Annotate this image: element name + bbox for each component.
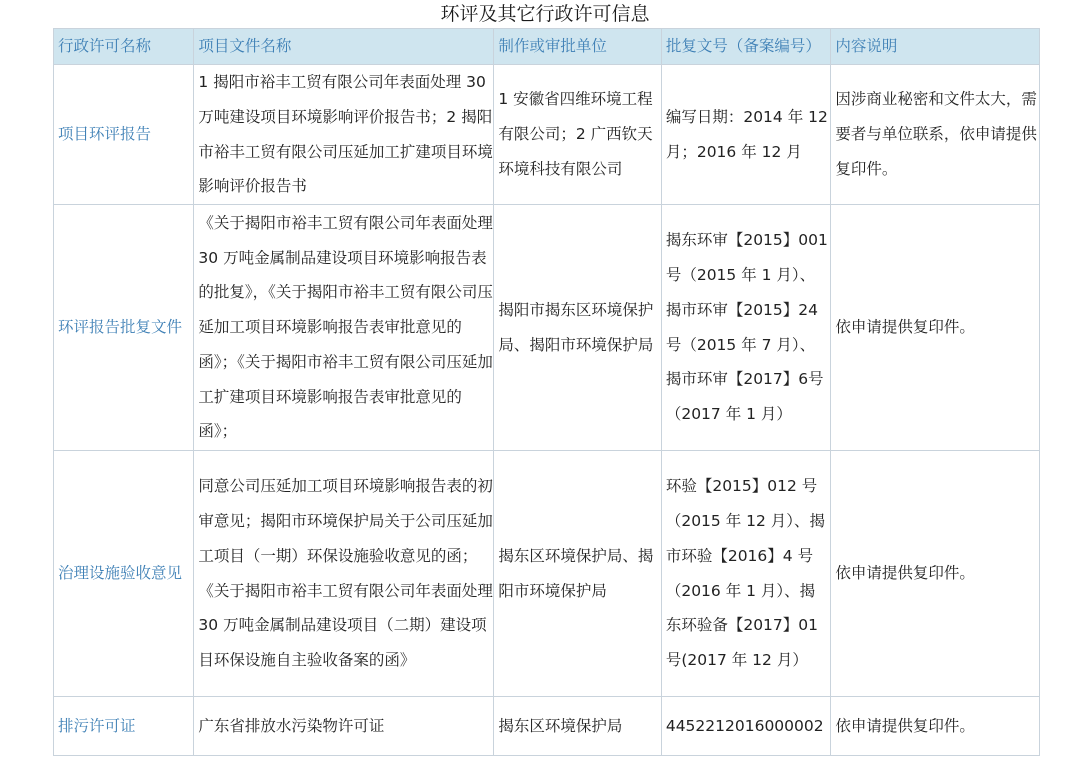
header-content-note: 内容说明	[831, 29, 1040, 65]
approval-number-cell: 揭东环审【2015】001号（2015 年 1 月）、揭市环审【2015】24号（2015 年 7 月）、揭市环审【2017】6号（2017 年 1 月）	[661, 205, 831, 451]
content-note-cell: 因涉商业秘密和文件太大，需要者与单位联系，依申请提供复印件。	[831, 65, 1040, 205]
approval-number-cell: 编写日期：2014 年 12 月；2016 年 12 月	[661, 65, 831, 205]
approval-number-cell: 环验【2015】012 号（2015 年 12 月）、揭市环验【2016】4 号（2016 年 1 月）、揭东环验备【2017】01 号(2017 年 12 月）	[661, 451, 831, 697]
issuing-unit-cell: 揭东区环境保护局	[494, 697, 662, 756]
header-approval-number: 批复文号（备案编号）	[661, 29, 831, 65]
content-note-cell: 依申请提供复印件。	[831, 697, 1040, 756]
table-header-row	[54, 29, 1040, 65]
table-row	[54, 451, 1040, 697]
issuing-unit-cell: 1 安徽省四维环境工程有限公司；2 广西钦天环境科技有限公司	[494, 65, 662, 205]
approval-number-cell: 4452212016000002	[661, 697, 831, 756]
issuing-unit-cell: 揭阳市揭东区环境保护局、揭阳市环境保护局	[494, 205, 662, 451]
permit-name-cell: 项目环评报告	[54, 65, 194, 205]
file-name-cell: 《关于揭阳市裕丰工贸有限公司年表面处理 30 万吨金属制品建设项目环境影响报告表的批复》，《关于揭阳市裕丰工贸有限公司压延加工项目环境影响报告表审批意见的函》；《关于揭阳市裕丰工贸有限公司压延加工扩建项目环境影响报告表审批意见的函》；	[194, 205, 494, 451]
permit-name-cell: 治理设施验收意见	[54, 451, 194, 697]
page-title: 环评及其它行政许可信息	[440, 3, 650, 25]
permit-name-cell: 环评报告批复文件	[54, 205, 194, 451]
file-name-cell: 同意公司压延加工项目环境影响报告表的初审意见；揭阳市环境保护局关于公司压延加工项目（一期）环保设施验收意见的函；《关于揭阳市裕丰工贸有限公司年表面处理 30 万吨金属制品建设项目（二期）建设项目环保设施自主验收备案的函》	[194, 451, 494, 697]
table-row	[54, 65, 1040, 205]
file-name-cell: 广东省排放水污染物许可证	[194, 697, 494, 756]
table-row	[54, 697, 1040, 756]
header-permit-name: 行政许可名称	[54, 29, 194, 65]
header-issuing-unit: 制作或审批单位	[494, 29, 662, 65]
file-name-cell: 1 揭阳市裕丰工贸有限公司年表面处理 30 万吨建设项目环境影响评价报告书；2 揭阳市裕丰工贸有限公司压延加工扩建项目环境影响评价报告书	[194, 65, 494, 205]
content-note-cell: 依申请提供复印件。	[831, 451, 1040, 697]
header-file-name: 项目文件名称	[194, 29, 494, 65]
issuing-unit-cell: 揭东区环境保护局、揭阳市环境保护局	[494, 451, 662, 697]
permit-info-table	[53, 28, 1040, 756]
content-note-cell: 依申请提供复印件。	[831, 205, 1040, 451]
permit-name-cell: 排污许可证	[54, 697, 194, 756]
table-row	[54, 205, 1040, 451]
